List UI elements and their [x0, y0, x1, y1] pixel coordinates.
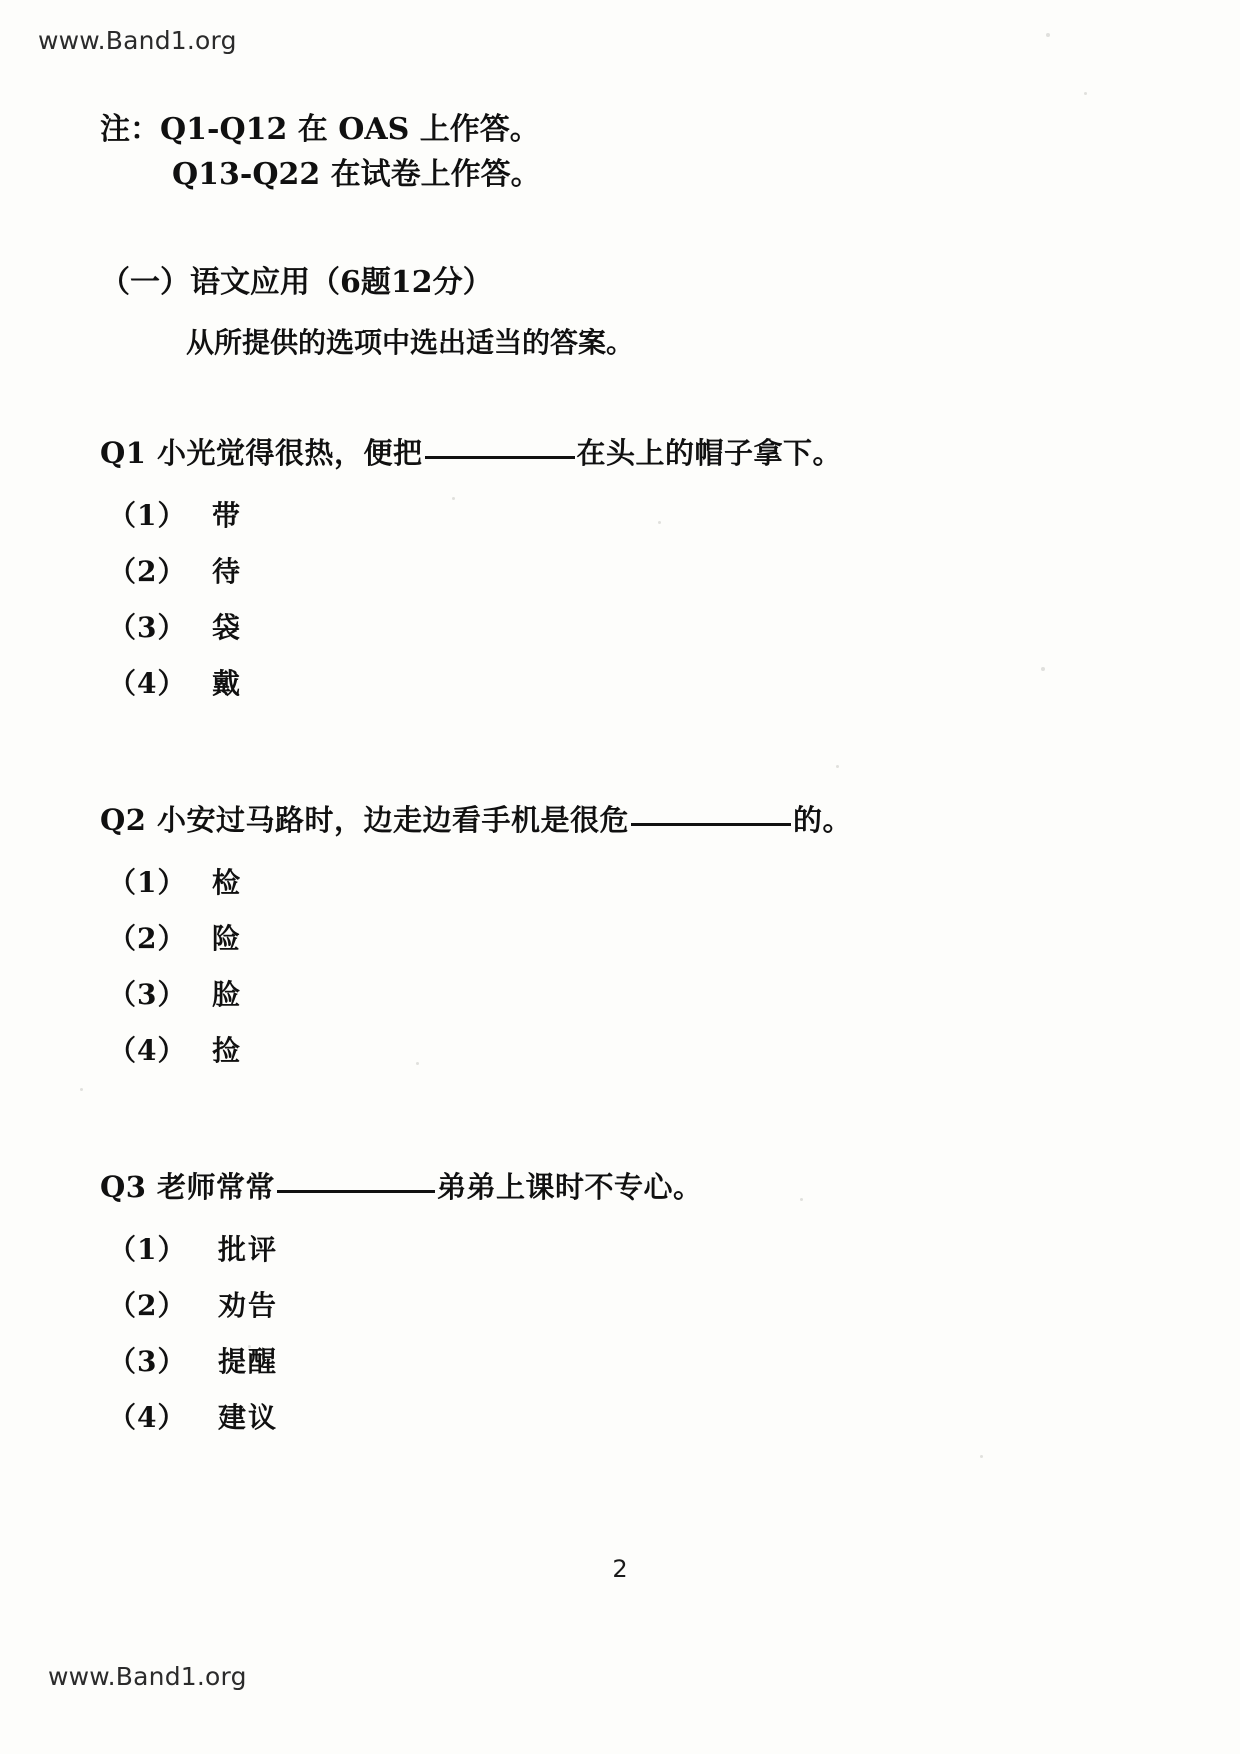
question-block — [100, 431, 1110, 702]
option-number: （1） — [108, 499, 187, 532]
option-item[interactable] — [108, 606, 1110, 646]
option-label: 戴 — [212, 667, 243, 700]
question-stem-after: 的。 — [793, 803, 853, 837]
option-label: 待 — [212, 555, 243, 588]
option-number: （3） — [108, 978, 187, 1011]
question-stem-before: Q1 小光觉得很热，便把 — [100, 436, 423, 470]
question-stem-before: Q2 小安过马路时，边走边看手机是很危 — [100, 803, 630, 837]
option-item[interactable] — [108, 1396, 1110, 1436]
option-list — [108, 861, 1110, 1069]
answer-blank — [277, 1190, 435, 1193]
scan-speck — [1084, 92, 1087, 95]
option-label: 劝告 — [218, 1289, 279, 1322]
option-number: （2） — [108, 555, 187, 588]
option-number: （2） — [108, 922, 187, 955]
question-stem-before: Q3 老师常常 — [100, 1170, 276, 1204]
note-line-2: Q13-Q22 在试卷上作答。 — [172, 156, 541, 192]
question-stem-after: 在头上的帽子拿下。 — [576, 436, 843, 470]
option-number: （1） — [108, 1233, 187, 1266]
option-number: （2） — [108, 1289, 187, 1322]
option-number: （3） — [108, 611, 187, 644]
option-number: （4） — [108, 667, 187, 700]
page-number: 2 — [612, 1555, 628, 1583]
option-item[interactable] — [108, 1340, 1110, 1380]
question-stem — [100, 431, 1110, 472]
option-item[interactable] — [108, 550, 1110, 590]
option-label: 险 — [212, 922, 243, 955]
note-line-1: 注：Q1-Q12 在 OAS 上作答。 — [100, 112, 540, 147]
option-item[interactable] — [108, 1284, 1110, 1324]
answer-blank — [425, 456, 575, 459]
question-stem-after: 弟弟上课时不专心。 — [437, 1170, 703, 1204]
scan-speck — [1046, 33, 1050, 37]
option-item[interactable] — [108, 861, 1110, 901]
answer-blank — [631, 823, 791, 826]
option-item[interactable] — [108, 1029, 1110, 1069]
question-stem — [100, 1165, 1110, 1206]
option-list — [108, 494, 1110, 702]
option-label: 批评 — [218, 1233, 279, 1266]
option-number: （1） — [108, 866, 187, 899]
option-label: 袋 — [212, 611, 243, 644]
option-number: （4） — [108, 1034, 187, 1067]
option-number: （3） — [108, 1345, 187, 1378]
option-label: 建议 — [218, 1401, 279, 1434]
option-label: 脸 — [212, 978, 243, 1011]
section-subtitle: 从所提供的选项中选出适当的答案。 — [186, 326, 635, 359]
question-block — [100, 1165, 1110, 1436]
option-item[interactable] — [108, 917, 1110, 957]
option-number: （4） — [108, 1401, 187, 1434]
option-item[interactable] — [108, 973, 1110, 1013]
section-title: （一）语文应用（6题12分） — [100, 265, 493, 300]
option-label: 提醒 — [218, 1345, 279, 1378]
document-body — [100, 110, 1110, 1452]
option-label: 带 — [212, 499, 243, 532]
watermark-top: www.Band1.org — [38, 26, 237, 55]
option-label: 捡 — [212, 1034, 243, 1067]
option-list — [108, 1228, 1110, 1436]
option-item[interactable] — [108, 494, 1110, 534]
option-item[interactable] — [108, 1228, 1110, 1268]
question-block — [100, 798, 1110, 1069]
watermark-bottom: www.Band1.org — [48, 1662, 247, 1691]
scan-speck — [80, 1088, 83, 1091]
option-item[interactable] — [108, 662, 1110, 702]
scan-speck — [980, 1455, 983, 1458]
option-label: 检 — [212, 866, 243, 899]
question-stem — [100, 798, 1110, 839]
